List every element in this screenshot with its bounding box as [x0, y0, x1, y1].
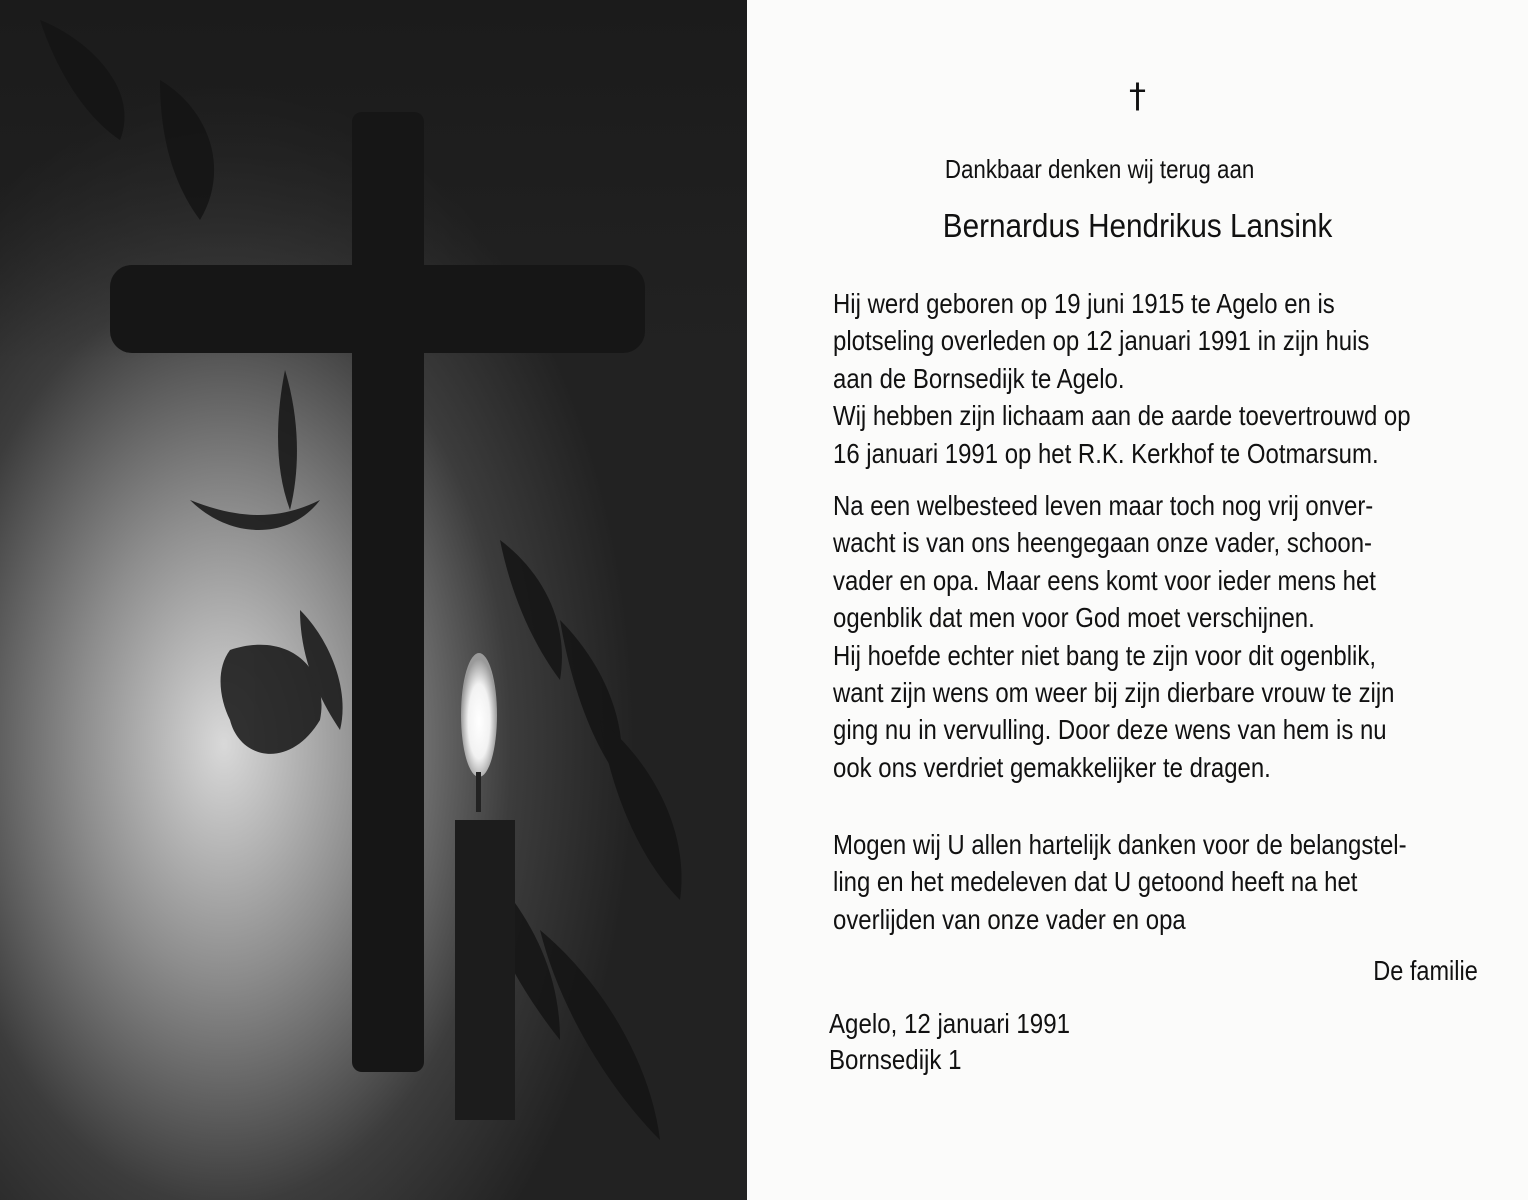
text-line: ging nu in vervulling. Door deze wens van hem is nu — [833, 714, 1387, 746]
memorial-text-page — [747, 0, 1528, 1200]
text-line: wacht is van ons heengegaan onze vader, schoon- — [833, 527, 1373, 559]
text-line: want zijn wens om weer bij zijn dierbare vrouw te zijn — [833, 677, 1395, 709]
text-line: overlijden van onze vader en opa — [833, 903, 1186, 935]
text-line: Wij hebben zijn lichaam aan de aarde toevertrouwd op — [833, 400, 1411, 432]
text-line: aan de Bornsedijk te Agelo. — [833, 362, 1125, 394]
text-line: vader en opa. Maar eens komt voor ieder mens het — [833, 564, 1376, 596]
candle-flame — [461, 653, 497, 777]
thanks-paragraph — [833, 826, 1483, 938]
biography-paragraph — [833, 285, 1483, 472]
cross-candle-illustration — [0, 0, 747, 1200]
text-line: Hij hoefde echter niet bang te zijn voor dit ogenblik, — [833, 639, 1376, 671]
text-line: plotseling overleden op 12 januari 1991 in zijn huis — [833, 325, 1370, 357]
reflection-paragraph — [833, 487, 1483, 786]
text-line: Na een welbesteed leven maar toch nog vrij onver- — [833, 490, 1374, 521]
memorial-photo — [0, 0, 747, 1200]
text-line: ook ons verdriet gemakkelijker te dragen. — [833, 751, 1271, 783]
intro-line: Dankbaar denken wij terug aan — [944, 154, 1255, 184]
deceased-name: Bernardus Hendrikus Lansink — [942, 207, 1333, 244]
signature: De familie — [1373, 955, 1478, 986]
cross-symbol: † — [1129, 76, 1146, 116]
text-line: ogenblik dat men voor God moet verschijnen. — [833, 602, 1315, 634]
text-line: 16 januari 1991 op het R.K. Kerkhof te Ootmarsum. — [833, 437, 1379, 469]
place-date: Agelo, 12 januari 1991 — [829, 1008, 1070, 1039]
text-line: Hij werd geboren op 19 juni 1915 te Agelo en is — [833, 288, 1335, 319]
text-line: Mogen wij U allen hartelijk danken voor de belangstel- — [833, 829, 1407, 860]
address: Bornsedijk 1 — [829, 1044, 962, 1075]
place-and-address — [829, 1006, 1070, 1078]
text-line: ling en het medeleven dat U getoond heeft na het — [833, 866, 1358, 898]
